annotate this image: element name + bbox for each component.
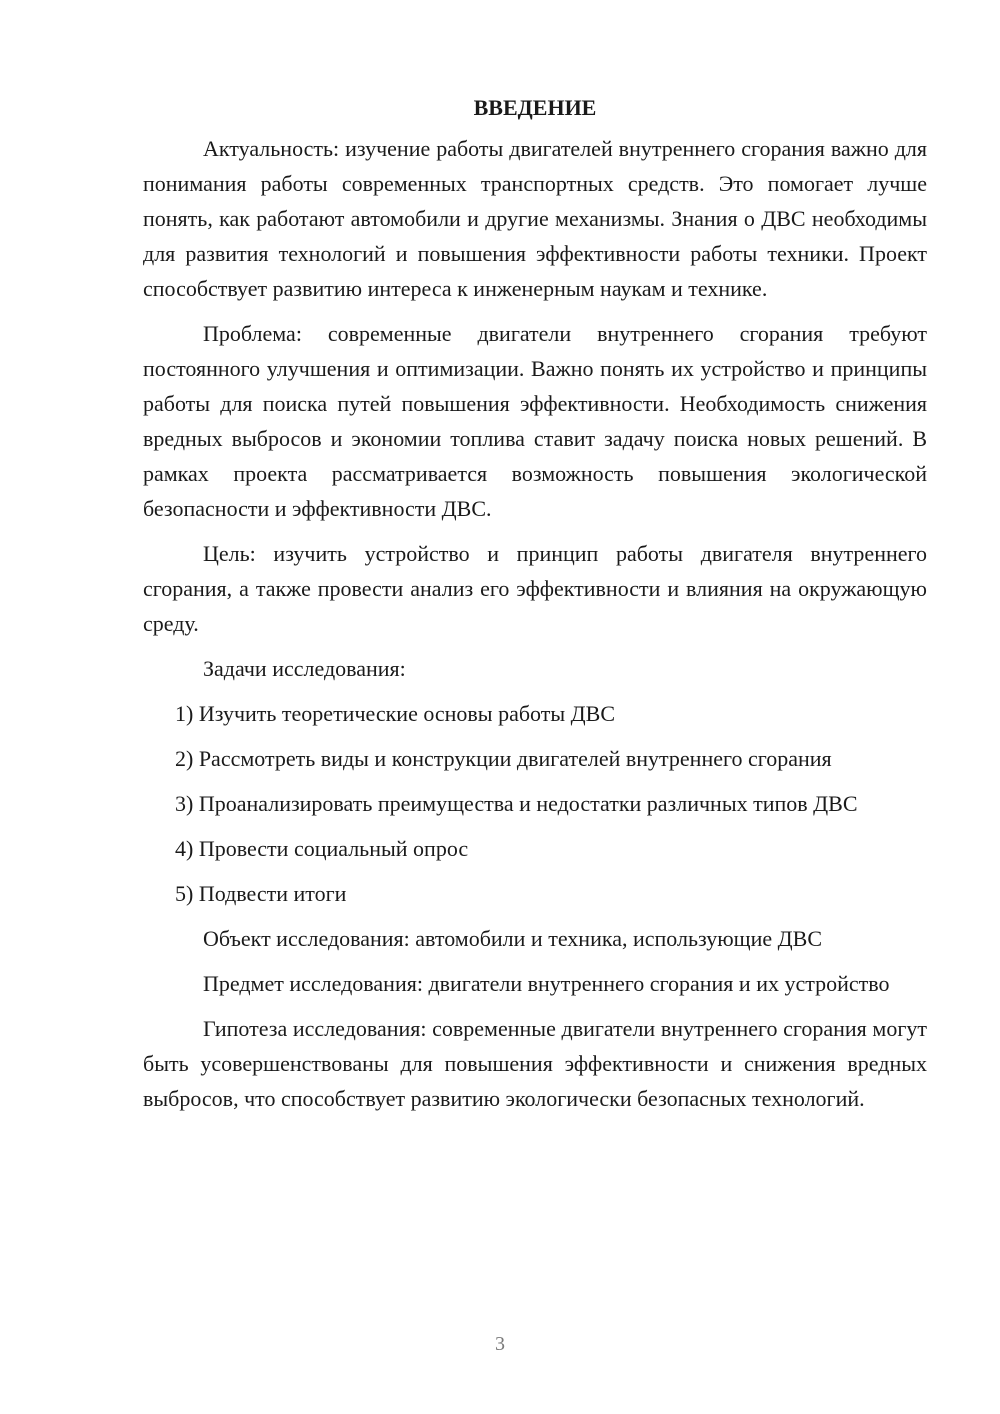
tasks-heading: Задачи исследования: [203,656,406,681]
task-item-4: 4) Провести социальный опрос [175,836,469,861]
goal-paragraph: Цель: изучить устройство и принцип работы двигателя внутреннего сгорания, а также провести анализ его эффективности и влияния на окружающую среду. [143,541,927,636]
task-item-1: 1) Изучить теоретические основы работы ДВС [175,701,615,726]
section-title: ВВЕДЕНИЕ [473,95,597,120]
document-page [143,90,927,1126]
subject-paragraph: Предмет исследования: двигатели внутреннего сгорания и их устройство [203,971,890,996]
task-item-3: 3) Проанализировать преимущества и недостатки различных типов ДВС [175,791,858,816]
object-paragraph: Объект исследования: автомобили и техника, использующие ДВС [203,926,822,951]
task-item-2: 2) Рассмотреть виды и конструкции двигателей внутреннего сгорания [175,746,832,771]
task-item-5: 5) Подвести итоги [175,881,347,906]
relevance-paragraph: Актуальность: изучение работы двигателей внутреннего сгорания важно для понимания работы современных транспортных средств. Это помогает лучше понять, как работают автомобили и другие механизмы. Знания о ДВС необходимы для развития технологий и повышения эффективности работы техники. Проект способствует развитию интереса к инженерным наукам и технике. [143,136,927,301]
hypothesis-paragraph: Гипотеза исследования: современные двигатели внутреннего сгорания могут быть усовершенствованы для повышения эффективности и снижения вредных выбросов, что способствует развитию экологически безопасных технологий. [143,1016,927,1111]
page-number: 3 [495,1333,505,1355]
problem-paragraph: Проблема: современные двигатели внутреннего сгорания требуют постоянного улучшения и оптимизации. Важно понять их устройство и принципы работы для поиска путей повышения эффективности. Необходимость снижения вредных выбросов и экономии топлива ставит задачу поиска новых решений. В рамках проекта рассматривается возможность повышения экологической безопасности и эффективности ДВС. [143,321,927,521]
